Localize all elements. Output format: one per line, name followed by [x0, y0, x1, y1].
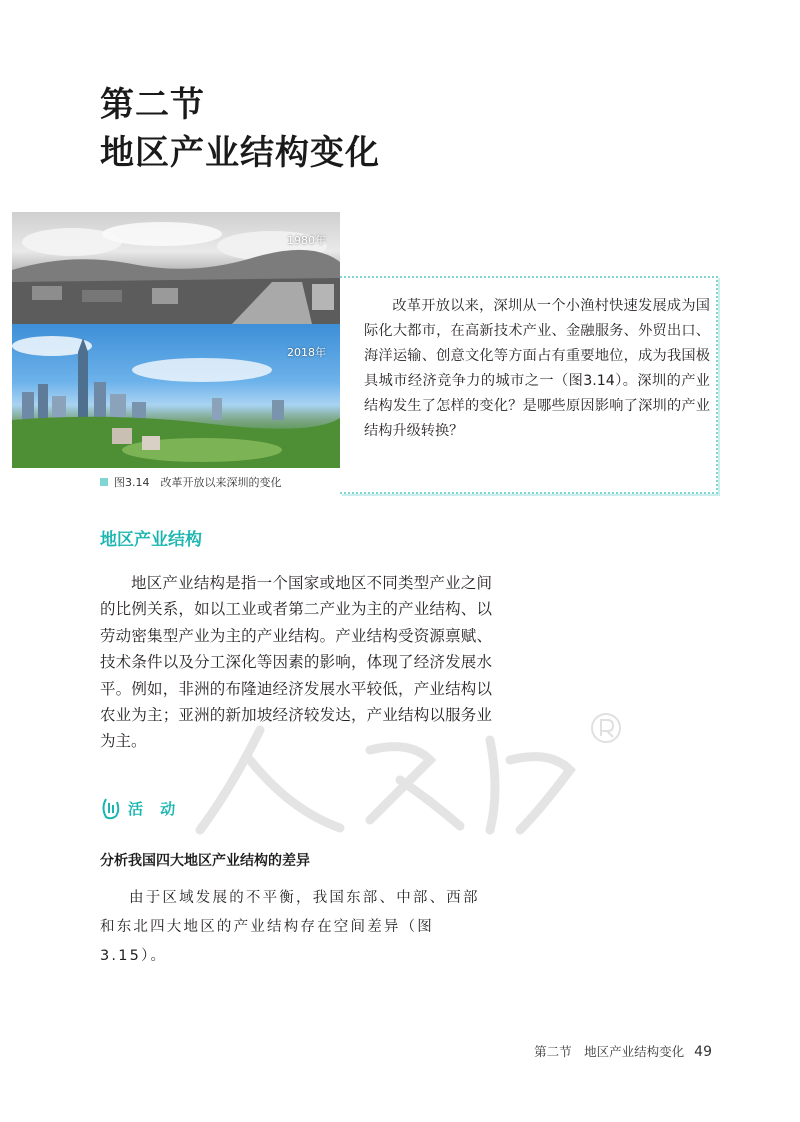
caption-marker-icon [100, 478, 108, 486]
body-paragraph: 地区产业结构是指一个国家或地区不同类型产业之间的比例关系，如以工业或者第二产业为主的产业结构、以劳动密集型产业为主的产业结构。产业结构受资源禀赋、技术条件以及分工深化等因素的影响，体现了经济发展水平。例如，非洲的布隆迪经济发展水平较低，产业结构以农业为主；亚洲的新加坡经济较发达，产业结构以服务业为主。 [100, 574, 492, 751]
section-title: 地区产业结构变化 [100, 133, 380, 173]
page-number: 49 [694, 1044, 712, 1060]
subsection-heading: 地区产业结构 [100, 530, 202, 550]
footer-section-title: 第二节 地区产业结构变化 [534, 1044, 685, 1059]
figure-caption [100, 474, 282, 490]
photo-1980-scene [12, 212, 340, 324]
section-number-title: 第二节 [100, 85, 205, 125]
activity-label-text: 活 动 [128, 799, 182, 818]
photo-1980 [12, 212, 340, 324]
intro-paragraph: 改革开放以来，深圳从一个小渔村快速发展成为国际化大都市，在高新技术产业、金融服务、外贸出口、海洋运输、创意文化等方面占有重要地位，成为我国极具城市经济竞争力的城市之一（图3.14）。深圳的产业结构发生了怎样的变化？是哪些原因影响了深圳的产业结构升级转换？ [364, 298, 710, 439]
activity-label [100, 796, 181, 820]
year-label-1980: 1980年 [287, 234, 326, 247]
activity-icon [100, 796, 122, 820]
activity-heading: 分析我国四大地区产业结构的差异 [100, 853, 310, 869]
activity-paragraph: 由于区域发展的不平衡，我国东部、中部、西部和东北四大地区的产业结构存在空间差异（图3.15）。 [100, 890, 480, 964]
year-label-2018: 2018年 [287, 346, 326, 359]
figure-caption-text: 图3.14 改革开放以来深圳的变化 [114, 476, 282, 489]
photo-2018 [12, 324, 340, 468]
page-footer [534, 1042, 712, 1060]
